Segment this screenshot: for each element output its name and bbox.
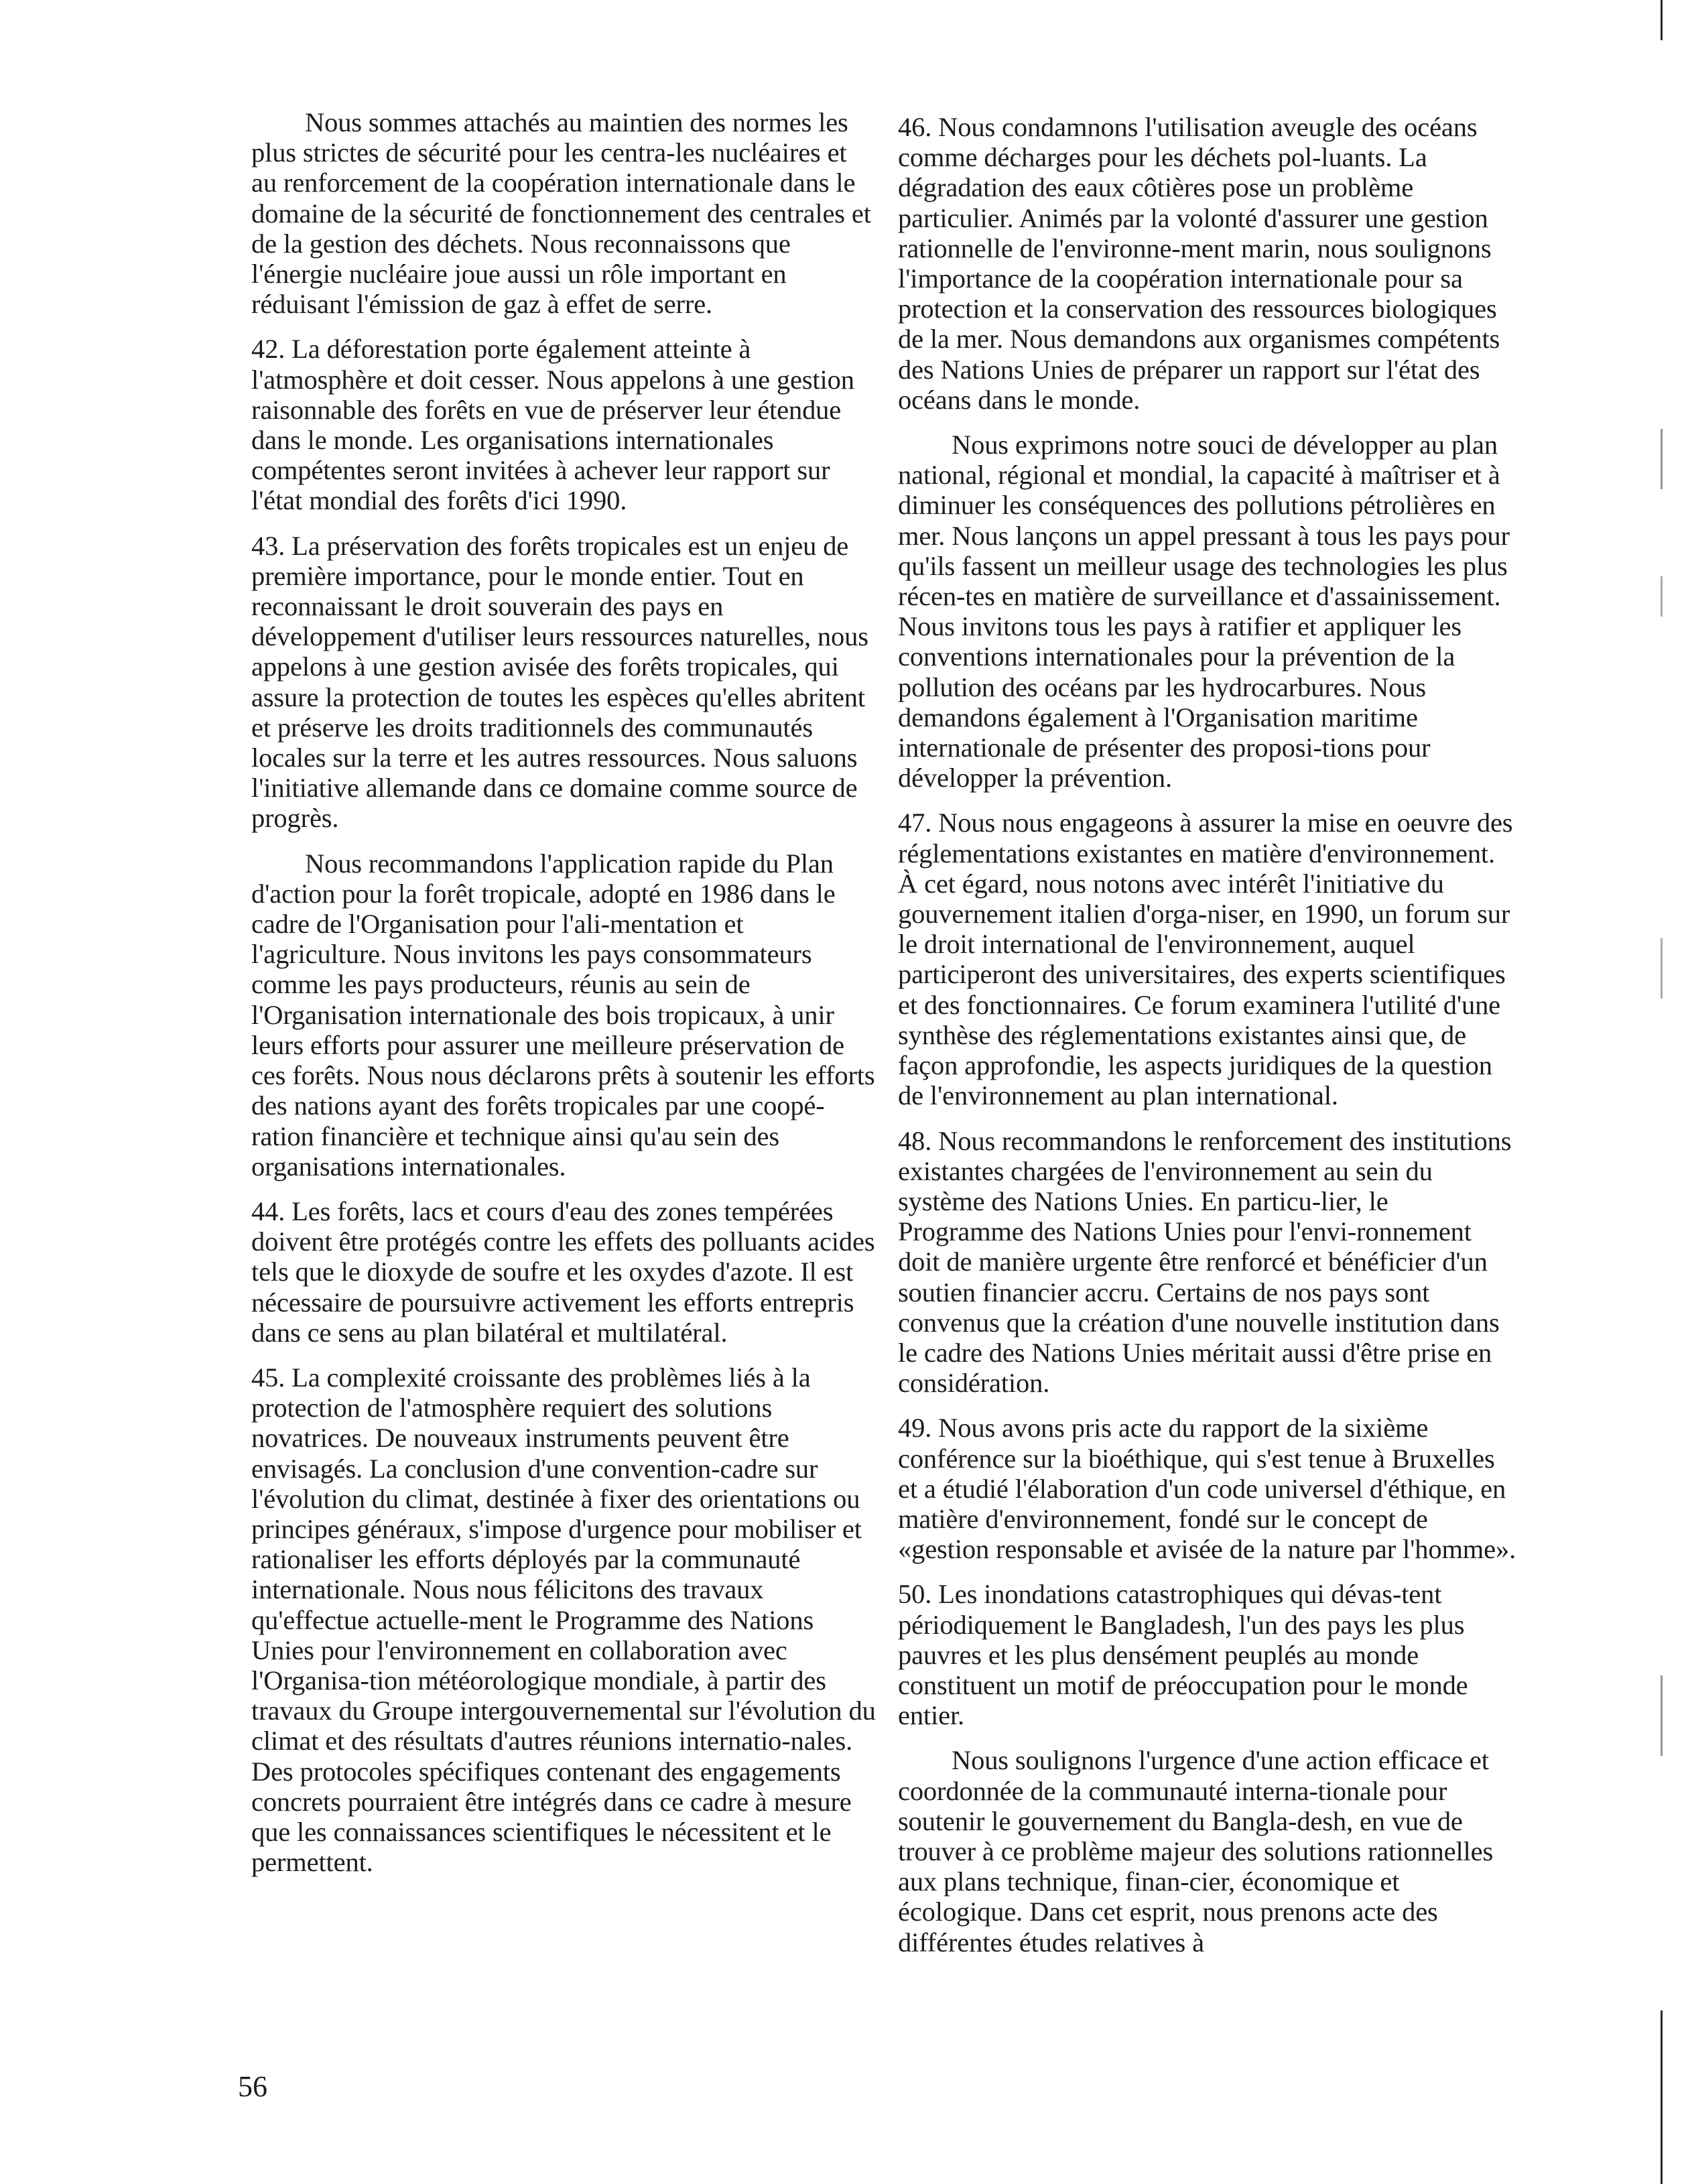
paragraph-49: 49. Nous avons pris acte du rapport de la sixième conférence sur la bioéthique, qui s'est tenue à Bruxelles et a étudié l'élaboration d'un code universel d'éthique, en matière d'environnement, fondé sur le concept de «gestion responsable et avisée de la nature par l'homme». (898, 1413, 1516, 1565)
paragraph-42: 42. La déforestation porte également atteinte à l'atmosphère et doit cesser. Nous appelons à une gestion raisonnable des forêts en vue de préserver leur étendue dans le monde. Les organisations internationales compétentes seront invitées à achever leur rapport sur l'état mondial des forêts d'ici 1990. (251, 334, 854, 516)
paragraph-46: 46. Nous condamnons l'utilisation aveugle des océans comme décharges pour les déchets pol-luants. La dégradation des eaux côtières pose un problème particulier. Animés par la volonté d'assurer une gestion rationnelle de l'environne-ment marin, nous soulignons l'importance de la coopération internationale pour sa protection et la conservation des ressources biologiques de la mer. Nous demandons aux organismes compétents des Nations Unies de préparer un rapport sur l'état des océans dans le monde. (898, 112, 1500, 415)
right-column (898, 112, 1518, 1972)
scan-edge-line (1661, 0, 1663, 2184)
paragraph-45: 45. La complexité croissante des problèmes liés à la protection de l'atmosphère requiert des solutions novatrices. De nouveaux instruments peuvent être envisagés. La conclusion d'une convention-cadre sur l'évolution du climat, destinée à fixer des orientations ou principes généraux, s'impose d'urgence pour mobiliser et rationaliser les efforts déployés par la communauté internationale. Nous nous félicitons des travaux qu'effectue actuelle-ment le Programme des Nations Unies pour l'environnement en collaboration avec l'Organisa-tion météorologique mondiale, à partir des travaux du Groupe intergouvernemental sur l'évolution du climat et des résultats d'autres réunions internatio-nales. Des protocoles spécifiques contenant des engagements concrets pourraient être intégrés dans ce cadre à mesure que les connaissances scientifiques le nécessitent et le permettent. (251, 1362, 876, 1878)
paragraph-50: 50. Les inondations catastrophiques qui dévas-tent périodiquement le Bangladesh, l'un des pays les plus pauvres et les plus densément peuplés au monde constituent un motif de préoccupation pour le monde entier. (898, 1579, 1468, 1731)
paragraph-48: 48. Nous recommandons le renforcement des institutions existantes chargées de l'environnement au sein du système des Nations Unies. En particu-lier, le Programme des Nations Unies pour l'envi-ronnement doit de manière urgente être renforcé et bénéficier d'un soutien financier accru. Certains de nos pays sont convenus que la création d'une nouvelle institution dans le cadre des Nations Unies méritait aussi d'être prise en considération. (898, 1125, 1512, 1399)
paragraph-left-1: Nous sommes attachés au maintien des normes les plus strictes de sécurité pour les centra-les nucléaires et au renforcement de la coopération internationale dans le domaine de la sécurité de fonctionnement des centrales et de la gestion des déchets. Nous reconnaissons que l'énergie nucléaire joue aussi un rôle important en réduisant l'émission de gaz à effet de serre. (251, 107, 871, 320)
paragraph-47: 47. Nous nous engageons à assurer la mise en oeuvre des réglementations existantes en matière d'environnement. À cet égard, nous notons avec intérêt l'initiative du gouvernement italien d'orga-niser, en 1990, un forum sur le droit international de l'environnement, auquel participeront des universitaires, des experts scientifiques et des fonctionnaires. Ce forum examinera l'utilité d'une synthèse des réglementations existantes ainsi que, de façon approfondie, les aspects juridiques de la question de l'environnement au plan international. (898, 808, 1513, 1111)
paragraph-50-continued: Nous soulignons l'urgence d'une action efficace et coordonnée de la communauté interna-tionale pour soutenir le gouvernement du Bangla-desh, en vue de trouver à ce problème majeur des solutions rationnelles aux plans technique, finan-cier, économique et écologique. Dans cet esprit, nous prenons acte des différentes études relatives à (898, 1745, 1494, 1957)
left-column (251, 107, 878, 1892)
page-number: 56 (238, 2070, 267, 2103)
paragraph-43-continued: Nous recommandons l'application rapide du Plan d'action pour la forêt tropicale, adopté en 1986 dans le cadre de l'Organisation pour l'ali-mentation et l'agriculture. Nous invitons les pays consommateurs comme les pays producteurs, réunis au sein de l'Organisation internationale des bois tropicaux, à unir leurs efforts pour assurer une meilleure préservation de ces forêts. Nous nous déclarons prêts à soutenir les efforts des nations ayant des forêts tropicales par une coopé-ration financière et technique ainsi qu'au sein des organisations internationales. (251, 848, 875, 1181)
paragraph-44: 44. Les forêts, lacs et cours d'eau des zones tempérées doivent être protégés contre les effets des polluants acides tels que le dioxyde de soufre et les oxydes d'azote. Il est nécessaire de poursuivre activement les efforts entrepris dans ce sens au plan bilatéral et multilatéral. (251, 1196, 875, 1348)
paragraph-43: 43. La préservation des forêts tropicales est un enjeu de première importance, pour le monde entier. Tout en reconnaissant le droit souverain des pays en développement d'utiliser leurs ressources naturelles, nous appelons à une gestion avisée des forêts tropicales, qui assure la protection de toutes les espèces qu'elles abritent et préserve les droits traditionnels des communautés locales sur la terre et les autres ressources. Nous saluons l'initiative allemande dans ce domaine comme source de progrès. (251, 530, 868, 834)
paragraph-46-continued: Nous exprimons notre souci de développer au plan national, régional et mondial, la capacité à maîtriser et à diminuer les conséquences des pollutions pétrolières en mer. Nous lançons un appel pressant à tous les pays pour qu'ils fassent un meilleur usage des technologies les plus récen-tes en matière de surveillance et d'assainissement. Nous invitons tous les pays à ratifier et appliquer les conventions internationales pour la prévention de la pollution des océans par les hydrocarbures. Nous demandons également à l'Organisation maritime internationale de présenter des proposi-tions pour développer la prévention. (898, 430, 1510, 793)
